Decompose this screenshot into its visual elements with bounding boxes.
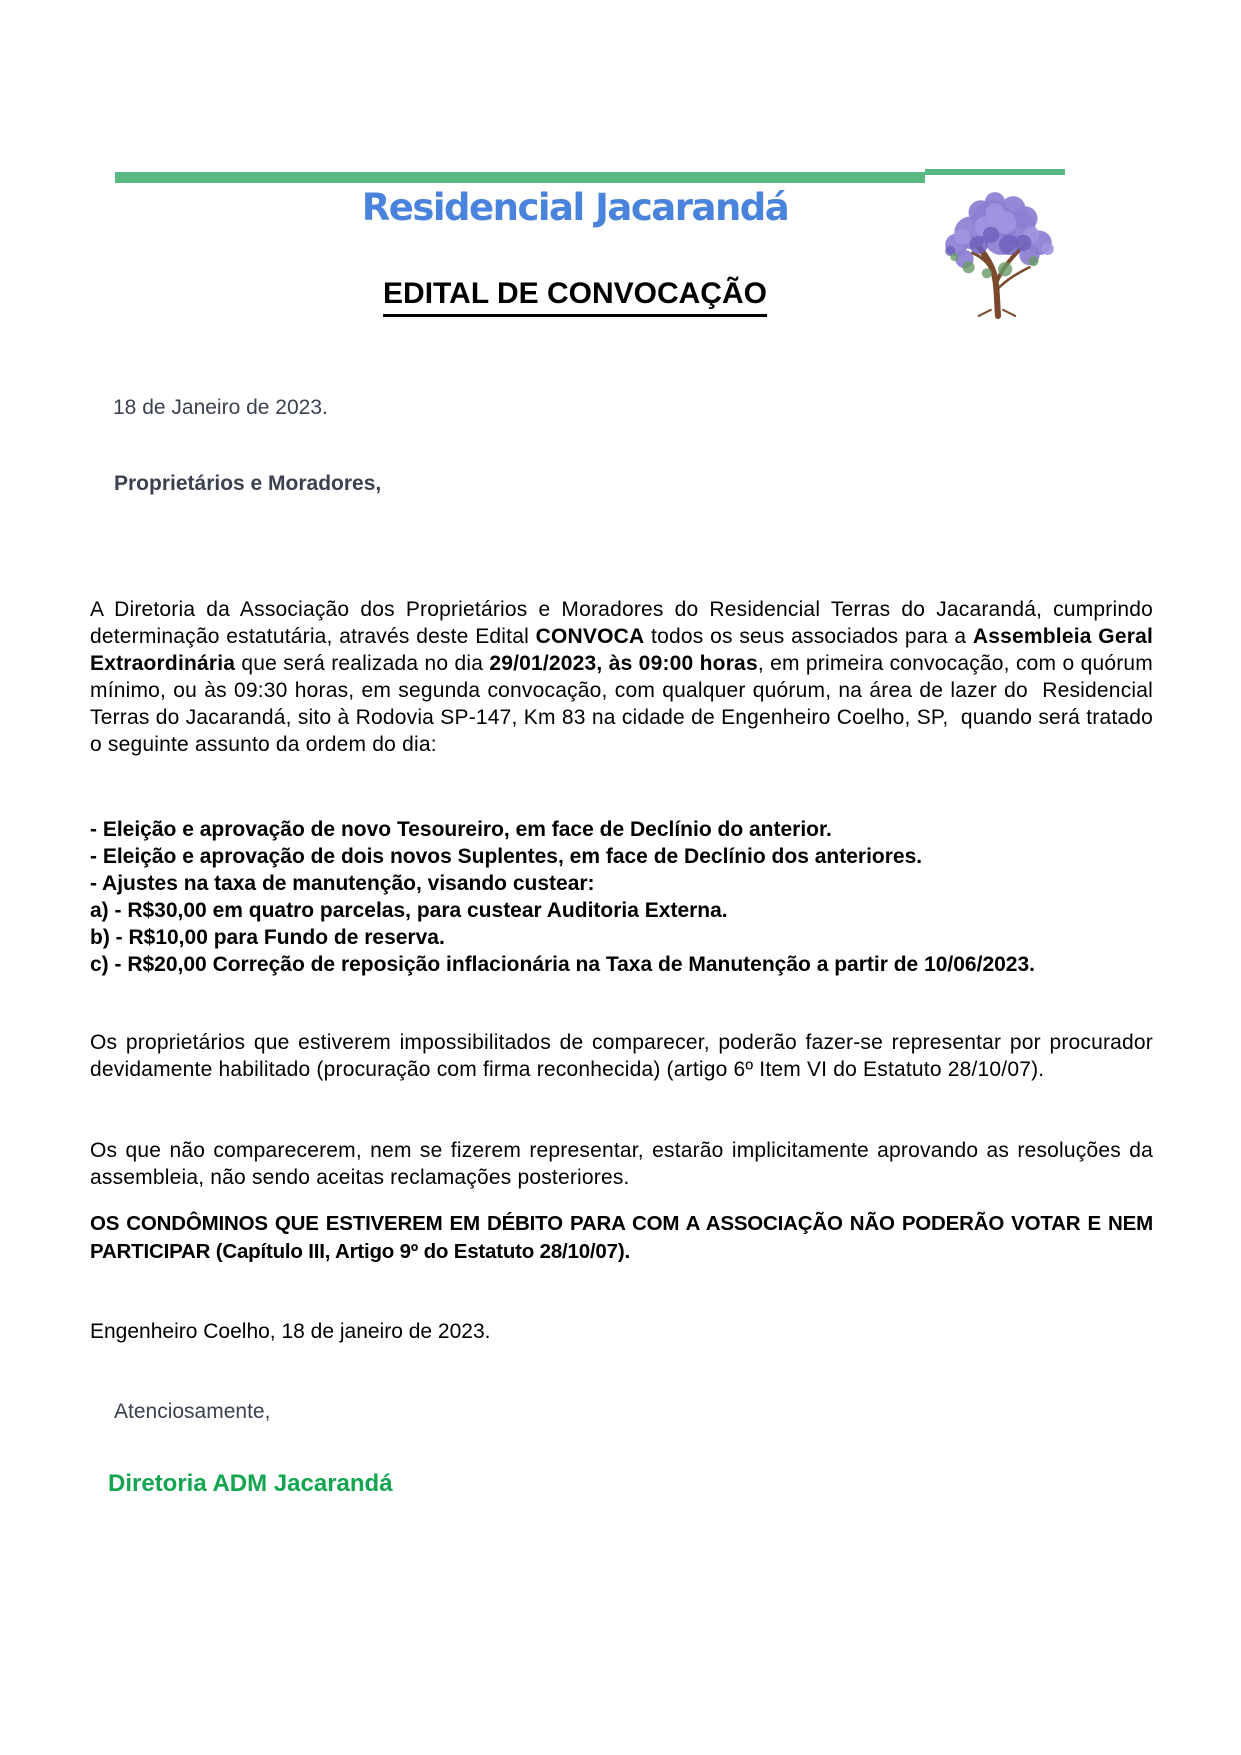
absence-paragraph: Os que não comparecerem, nem se fizerem representar, estarão implicitamente aprovando as resoluções da assembleia, não sendo aceitas reclamações posteriores. [90,1139,1160,1189]
signature-line: Diretoria ADM Jacarandá [108,1470,393,1497]
document-title: EDITAL DE CONVOCAÇÃO [383,276,767,317]
community-title: Residencial Jacarandá [361,186,789,229]
debtors-notice-paragraph: OS CONDÔMINOS QUE ESTIVEREM EM DÉBITO PARA COM A ASSOCIAÇÃO NÃO PODERÃO VOTAR E NEM PARTICIPAR (Capítulo III, Artigo 9º do Estatuto 28/10/07). [90,1212,1159,1263]
agenda-item: - Eleição e aprovação de dois novos Suplentes, em face de Declínio dos anteriores. [90,845,923,868]
header-accent-bar-extension [925,169,1065,175]
header-accent-bar [115,172,925,183]
agenda-item: b) - R$10,00 para Fundo de reserva. [90,926,445,949]
representation-paragraph: Os proprietários que estiverem impossibilitados de comparecer, poderão fazer-se representar por procurador devidamente habilitado (procuração com firma reconhecida) (artigo 6º Item VI do Estatuto 28/10/07). [90,1031,1160,1081]
date-time-emphasis: 29/01/2023, às 09:00 horas [489,652,758,675]
paragraph-segment: A Diretoria da Associação dos Proprietários e Moradores do Residencial Terras do Jacarandá, cumprindo determinação estatutária, através deste Edital [90,598,1160,648]
convoca-emphasis: CONVOCA [535,625,645,648]
paragraph-segment: todos os seus associados para a [644,625,973,648]
letter-date: 18 de Janeiro de 2023. [113,396,328,419]
agenda-item: - Ajustes na taxa de manutenção, visando custear: [90,872,595,895]
agenda-item: - Eleição e aprovação de novo Tesoureiro, em face de Declínio do anterior. [90,818,832,841]
assembly-name-emphasis: Assembleia Geral Extraordinária [90,625,1160,675]
agenda-item: a) - R$30,00 em quatro parcelas, para custear Auditoria Externa. [90,899,728,922]
closing-place-date: Engenheiro Coelho, 18 de janeiro de 2023. [90,1320,491,1343]
paragraph-segment: que será realizada no dia [235,652,490,675]
convocation-paragraph [90,596,1160,758]
agenda-list [90,816,1153,978]
paragraph-segment: , em primeira convocação, com o quórum mínimo, ou às 09:30 horas, em segunda convocação, com qualquer quórum, na área de lazer do Residencial Terras do Jacarandá, sito à Rodovia SP-147, Km 83 na cidade de Engenheiro Coelho, SP, quando será tratado o seguinte assunto da ordem do dia: [90,652,1160,756]
agenda-item: c) - R$20,00 Correção de reposição inflacionária na Taxa de Manutenção a partir de 10/06/2023. [90,953,1035,976]
closing-salutation: Atenciosamente, [114,1400,271,1423]
salutation-line: Proprietários e Moradores, [114,472,382,495]
